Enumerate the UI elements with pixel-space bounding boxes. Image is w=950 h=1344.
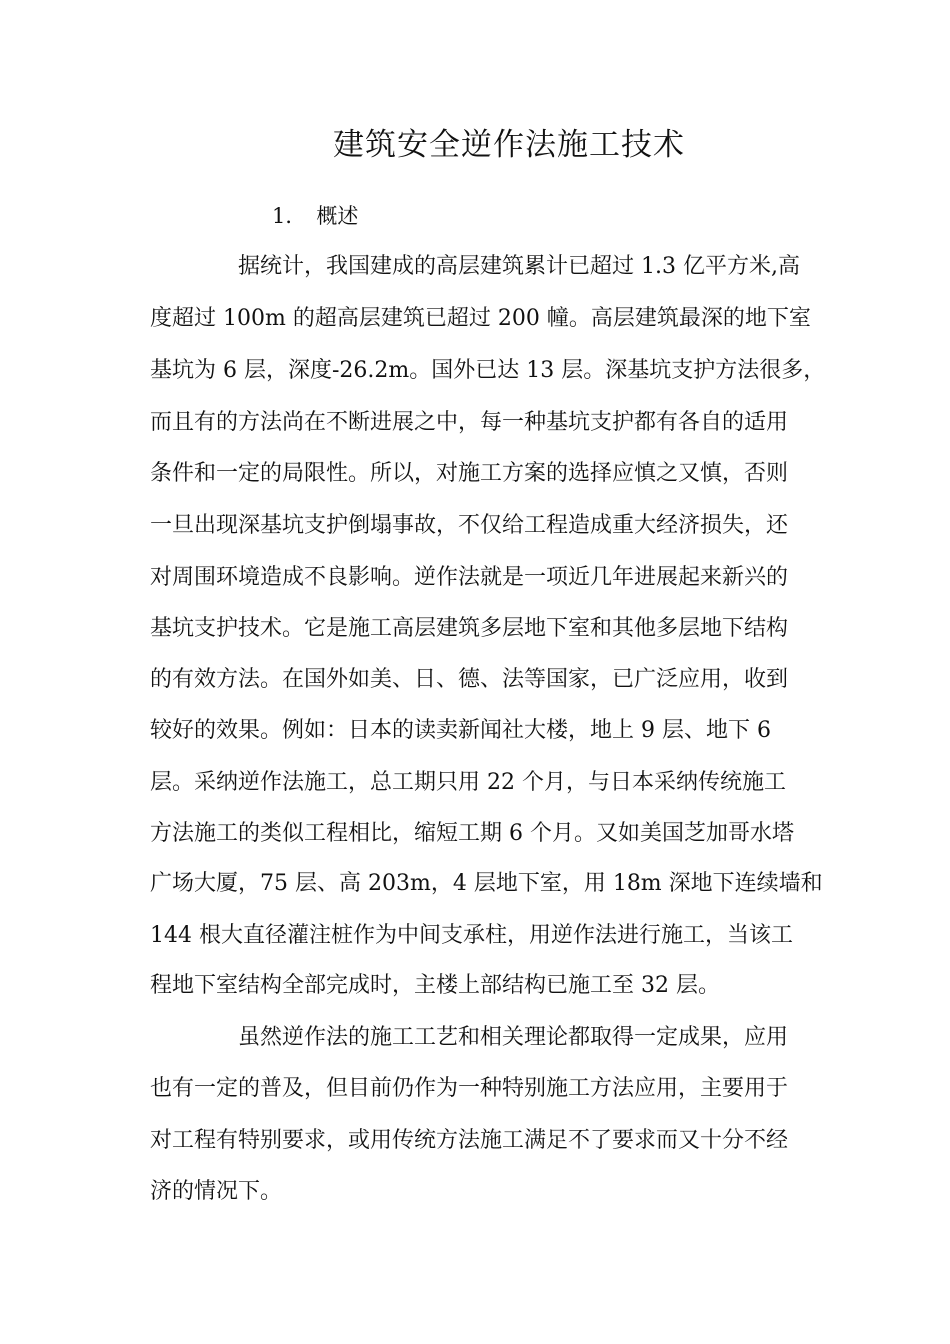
paragraph-line: 据统计，我国建成的高层建筑累计已超过 1.3 亿平方米,高	[238, 254, 800, 279]
document-title: 建筑安全逆作法施工技术	[333, 127, 685, 163]
paragraph-line: 一旦出现深基坑支护倒塌事故，不仅给工程造成重大经济损失，还	[150, 513, 789, 538]
paragraph-line: 基坑支护技术。它是施工高层建筑多层地下室和其他多层地下结构	[150, 616, 789, 641]
paragraph-line: 对周围环境造成不良影响。逆作法就是一项近几年进展起来新兴的	[150, 565, 789, 590]
paragraph-line: 对工程有特别要求，或用传统方法施工满足不了要求而又十分不经	[150, 1128, 789, 1153]
paragraph-line: 而且有的方法尚在不断进展之中，每一种基坑支护都有各自的适用	[150, 410, 789, 435]
paragraph-line: 方法施工的类似工程相比，缩短工期 6 个月。又如美国芝加哥水塔	[150, 821, 794, 846]
paragraph-line: 也有一定的普及，但目前仍作为一种特别施工方法应用，主要用于	[150, 1076, 789, 1101]
paragraph-line: 144 根大直径灌注桩作为中间支承柱，用逆作法进行施工，当该工	[150, 923, 793, 948]
paragraph-line: 济的情况下。	[150, 1179, 283, 1204]
paragraph-line: 层。采纳逆作法施工，总工期只用 22 个月，与日本采纳传统施工	[150, 770, 786, 795]
paragraph-line: 程地下室结构全部完成时，主楼上部结构已施工至 32 层。	[150, 973, 720, 998]
paragraph-line: 虽然逆作法的施工工艺和相关理论都取得一定成果，应用	[238, 1025, 789, 1050]
section-heading-text: 概述	[316, 204, 359, 228]
section-heading	[272, 198, 358, 234]
paragraph-line: 较好的效果。例如：日本的读卖新闻社大楼，地上 9 层、地下 6	[150, 718, 771, 743]
paragraph-line: 度超过 100m 的超高层建筑已超过 200 幢。高层建筑最深的地下室	[150, 306, 811, 331]
section-number: 1．	[272, 204, 307, 228]
paragraph-line: 广场大厦，75 层、高 203m，4 层地下室，用 18m 深地下连续墙和	[150, 871, 823, 896]
paragraph-line: 条件和一定的局限性。所以，对施工方案的选择应慎之又慎，否则	[150, 461, 789, 486]
paragraph-line: 基坑为 6 层，深度-26.2m。国外已达 13 层。深基坑支护方法很多，	[150, 358, 826, 383]
paragraph-line: 的有效方法。在国外如美、日、德、法等国家，已广泛应用，收到	[150, 667, 789, 692]
